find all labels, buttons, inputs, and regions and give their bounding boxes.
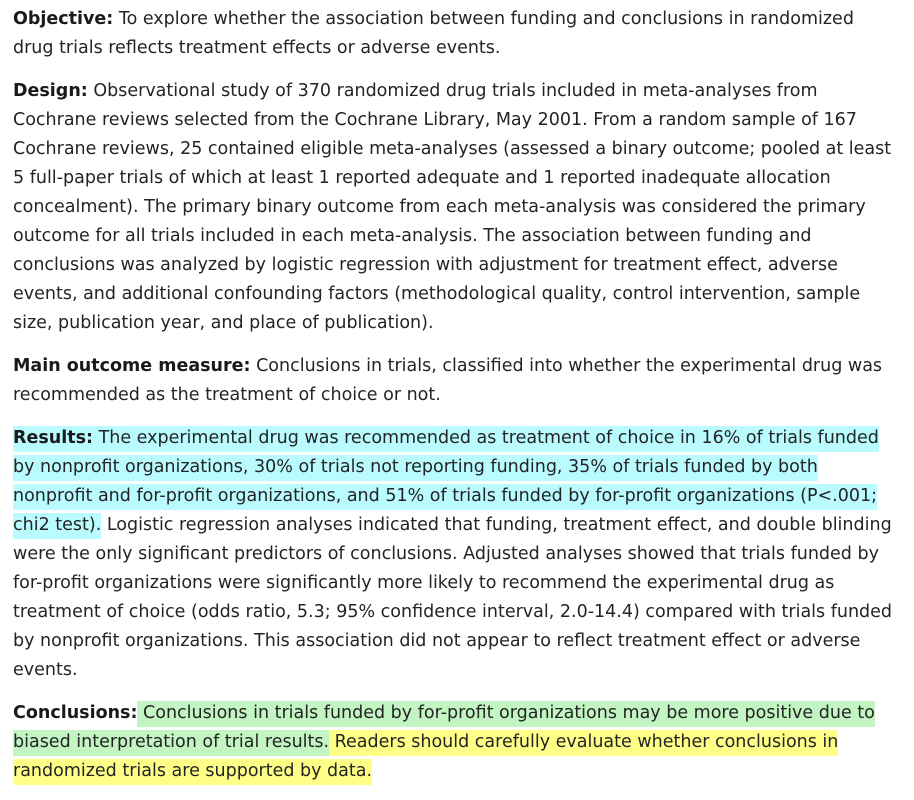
- results-paragraph: [13, 424, 893, 685]
- main-outcome-text: Conclusions in trials, classified into whether the experimental drug was recommended as the treatment of choice or not.: [13, 356, 883, 405]
- objective-paragraph: [13, 5, 893, 63]
- design-text: Observational study of 370 randomized drug trials included in meta-analyses from Cochrane reviews selected from the Cochrane Library, May 2001. From a random sample of 167 Cochrane reviews, 25 contained eligible meta-analyses (assessed a binary outcome; pooled at least 5 full-paper trials of which at least 1 reported adequate and 1 reported inadequate allocation concealment). The primary binary outcome from each meta-analysis was considered the primary outcome for all trials included in each meta-analysis. The association between funding and conclusions was analyzed by logistic regression with adjustment for treatment effect, adverse events, and additional confounding factors (methodological quality, control intervention, sample size, publication year, and place of publication).: [13, 81, 892, 333]
- objective-text: To explore whether the association between funding and conclusions in randomized drug trials reflects treatment effects or adverse events.: [13, 9, 854, 58]
- conclusions-yellow-text: Readers should carefully evaluate whether conclusions in randomized trials are supported by data.: [13, 730, 838, 785]
- conclusions-paragraph: [13, 699, 893, 786]
- results-text: Logistic regression analyses indicated that funding, treatment effect, and double blinding were the only significant predictors of conclusions. Adjusted analyses showed that trials funded by for-profit organizations were significantly more likely to recommend the experimental drug as treatment of choice (odds ratio, 5.3; 95% confidence interval, 2.0-14.4) compared with trials funded by nonprofit organizations. This association did not appear to reflect treatment effect or adverse events.: [13, 515, 893, 680]
- objective-label: Objective:: [13, 9, 114, 29]
- results-label: Results:: [13, 426, 93, 452]
- conclusions-green-text: Conclusions in trials funded by for-profit organizations may be more positive due to biased interpretation of trial results.: [13, 701, 875, 756]
- main-outcome-label: Main outcome measure:: [13, 356, 251, 376]
- main-outcome-paragraph: [13, 352, 893, 410]
- design-paragraph: [13, 77, 893, 338]
- results-highlighted-text: The experimental drug was recommended as treatment of choice in 16% of trials funded by nonprofit organizations, 30% of trials not reporting funding, 35% of trials funded by both nonprofit and for-profit organizations, and 51% of trials funded by for-profit organizations (P<.001; chi2 test).: [13, 426, 879, 539]
- abstract: [13, 5, 893, 800]
- design-label: Design:: [13, 81, 88, 101]
- conclusions-label: Conclusions:: [13, 703, 138, 723]
